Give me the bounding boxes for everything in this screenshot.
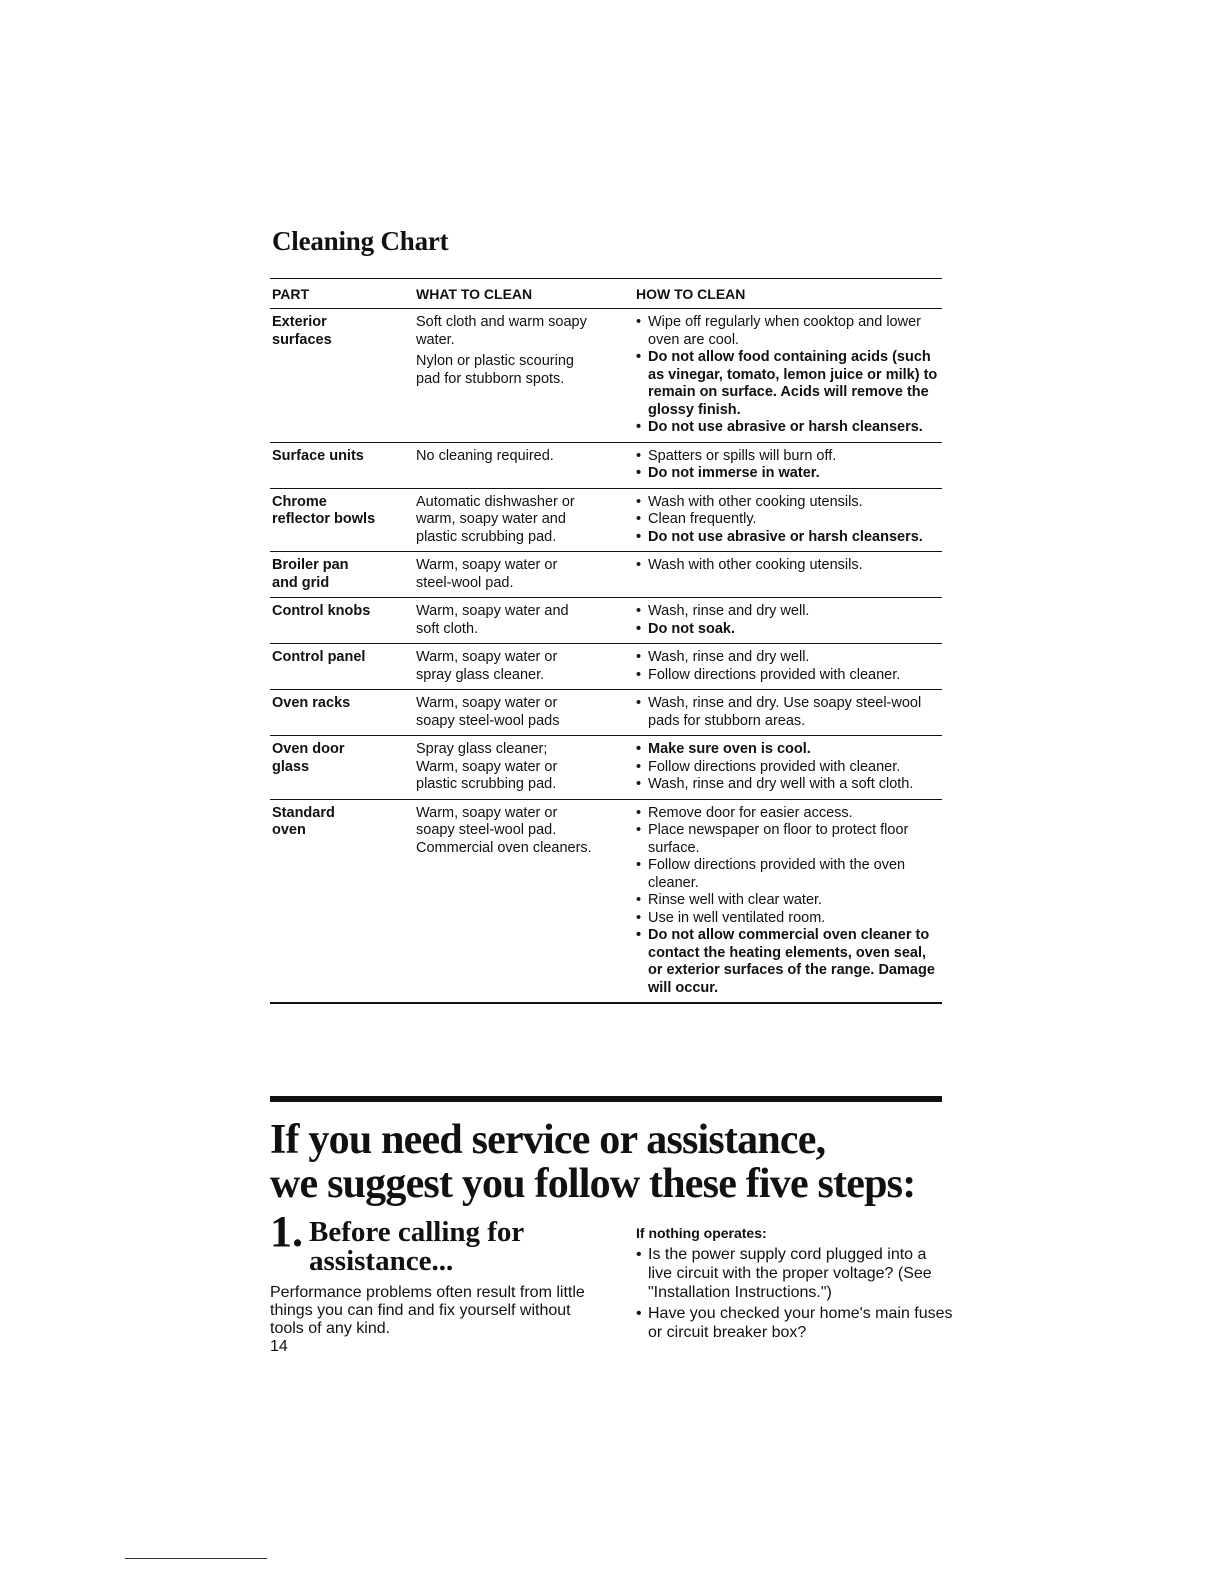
what-to-clean-text: Nylon or plastic scouring pad for stubborn spots. [416, 353, 574, 387]
what-to-clean-text: Automatic dishwasher or warm, soapy water and plastic scrubbing pad. [416, 493, 575, 545]
table-row [270, 552, 942, 598]
row-how-to-clean [636, 314, 942, 437]
what-to-clean-text: Warm, soapy water or soapy steel-wool pads [416, 695, 560, 729]
what-to-clean-text: Warm, soapy water or soapy steel-wool pad. Commercial oven cleaners. [416, 804, 592, 856]
how-to-clean-list [636, 314, 942, 437]
table-row [270, 736, 942, 800]
how-to-clean-list [636, 741, 942, 794]
row-what-to-clean [416, 603, 636, 638]
row-part: Oven door glass [272, 741, 345, 775]
how-to-clean-item: • Follow directions provided with cleaner. [636, 667, 942, 685]
row-what-to-clean [416, 494, 636, 547]
page-number: 14 [270, 1338, 288, 1355]
nothing-operates-list [636, 1245, 954, 1342]
how-to-clean-item: • Wash, rinse and dry well with a soft cloth. [636, 776, 942, 794]
row-part: Oven racks [272, 695, 351, 711]
how-to-clean-item: • Wash, rinse and dry. Use soapy steel-wool pads for stubborn areas. [636, 695, 942, 730]
table-row [270, 644, 942, 690]
row-how-to-clean [636, 805, 942, 998]
row-what-to-clean [416, 448, 636, 483]
what-to-clean-text: Warm, soapy water or steel-wool pad. [416, 557, 558, 591]
how-to-clean-item: • Do not soak. [636, 621, 942, 639]
how-to-clean-item: • Wipe off regularly when cooktop and lower oven are cool. [636, 314, 942, 349]
row-part: Control panel [272, 649, 366, 665]
row-part: Surface units [272, 447, 364, 464]
nothing-operates-heading: If nothing operates: [636, 1225, 767, 1241]
how-to-clean-item: • Rinse well with clear water. [636, 892, 942, 910]
row-what-to-clean [416, 314, 636, 437]
header-part: PART [272, 285, 310, 302]
step-1-heading [270, 1207, 600, 1277]
header-what-to-clean: WHAT TO CLEAN [416, 285, 533, 302]
table-row [270, 800, 942, 1005]
what-to-clean-text: No cleaning required. [416, 447, 554, 464]
what-to-clean-text: Spray glass cleaner; Warm, soapy water or plastic scrubbing pad. [416, 741, 558, 792]
row-what-to-clean [416, 741, 636, 794]
how-to-clean-list [636, 649, 942, 684]
row-how-to-clean [636, 603, 942, 638]
row-what-to-clean [416, 557, 636, 592]
how-to-clean-item: • Clean frequently. [636, 511, 942, 529]
checklist-item: • Is the power supply cord plugged into a live circuit with the proper voltage? (See "Installation Instructions.") [636, 1245, 954, 1302]
chart-title: Cleaning Chart [272, 226, 449, 256]
row-how-to-clean [636, 649, 942, 684]
footer-rule [125, 1558, 267, 1559]
how-to-clean-item: • Do not use abrasive or harsh cleansers. [636, 419, 942, 437]
table-row [270, 489, 942, 553]
service-heading-line-1: If you need service or assistance, [270, 1117, 826, 1163]
how-to-clean-list [636, 557, 942, 575]
how-to-clean-item: • Wash, rinse and dry well. [636, 649, 942, 667]
checklist-item: • Have you checked your home's main fuses or circuit breaker box? [636, 1304, 954, 1342]
nothing-operates-section [636, 1224, 954, 1344]
section-divider [270, 1096, 942, 1102]
how-to-clean-list [636, 805, 942, 998]
how-to-clean-item: • Remove door for easier access. [636, 805, 942, 823]
how-to-clean-item: • Follow directions provided with the oven cleaner. [636, 857, 942, 892]
cleaning-chart-table [270, 278, 942, 1004]
what-to-clean-text: Warm, soapy water and soft cloth. [416, 603, 569, 637]
row-what-to-clean [416, 805, 636, 998]
row-what-to-clean [416, 695, 636, 730]
row-how-to-clean [636, 695, 942, 730]
how-to-clean-list [636, 603, 942, 638]
row-how-to-clean [636, 494, 942, 547]
table-row [270, 690, 942, 736]
how-to-clean-item: • Do not immerse in water. [636, 465, 942, 483]
table-row [270, 309, 942, 443]
how-to-clean-item: • Spatters or spills will burn off. [636, 448, 942, 466]
how-to-clean-item: • Make sure oven is cool. [636, 741, 942, 759]
step-text: Performance problems often result from little things you can find and fix yourself without tools of any kind. [270, 1284, 585, 1337]
step-title: Before calling for assistance... [309, 1216, 524, 1277]
service-heading-line-2: we suggest you follow these five steps: [270, 1161, 916, 1207]
table-row [270, 598, 942, 644]
row-what-to-clean [416, 649, 636, 684]
table-header [270, 278, 942, 309]
how-to-clean-item: • Wash, rinse and dry well. [636, 603, 942, 621]
row-part: Broiler pan and grid [272, 557, 349, 591]
table-row [270, 443, 942, 489]
how-to-clean-item: • Do not allow food containing acids (such as vinegar, tomato, lemon juice or milk) to remain on surface. Acids will remove the glossy finish. [636, 349, 942, 419]
row-part: Control knobs [272, 603, 371, 619]
header-how-to-clean: HOW TO CLEAN [636, 285, 746, 302]
row-how-to-clean [636, 557, 942, 592]
row-part: Chrome reflector bowls [272, 493, 376, 527]
how-to-clean-list [636, 448, 942, 483]
step-number: 1. [270, 1207, 303, 1256]
row-part: Standard oven [272, 804, 335, 838]
how-to-clean-item: • Place newspaper on floor to protect floor surface. [636, 822, 942, 857]
what-to-clean-text: Warm, soapy water or spray glass cleaner. [416, 649, 558, 683]
how-to-clean-item: • Use in well ventilated room. [636, 910, 942, 928]
how-to-clean-item: • Follow directions provided with cleaner. [636, 759, 942, 777]
service-heading [270, 1118, 915, 1206]
how-to-clean-item: • Do not allow commercial oven cleaner to contact the heating elements, oven seal, or exterior surfaces of the range. Damage will occur. [636, 927, 942, 997]
what-to-clean-text: Soft cloth and warm soapy water. [416, 314, 587, 348]
how-to-clean-item: • Do not use abrasive or harsh cleansers. [636, 529, 942, 547]
how-to-clean-item: • Wash with other cooking utensils. [636, 494, 942, 512]
row-part: Exterior surfaces [272, 314, 332, 348]
how-to-clean-list [636, 494, 942, 547]
table-body [270, 309, 942, 1004]
row-how-to-clean [636, 741, 942, 794]
how-to-clean-item: • Wash with other cooking utensils. [636, 557, 942, 575]
how-to-clean-list [636, 695, 942, 730]
row-how-to-clean [636, 448, 942, 483]
step-1 [270, 1207, 600, 1338]
